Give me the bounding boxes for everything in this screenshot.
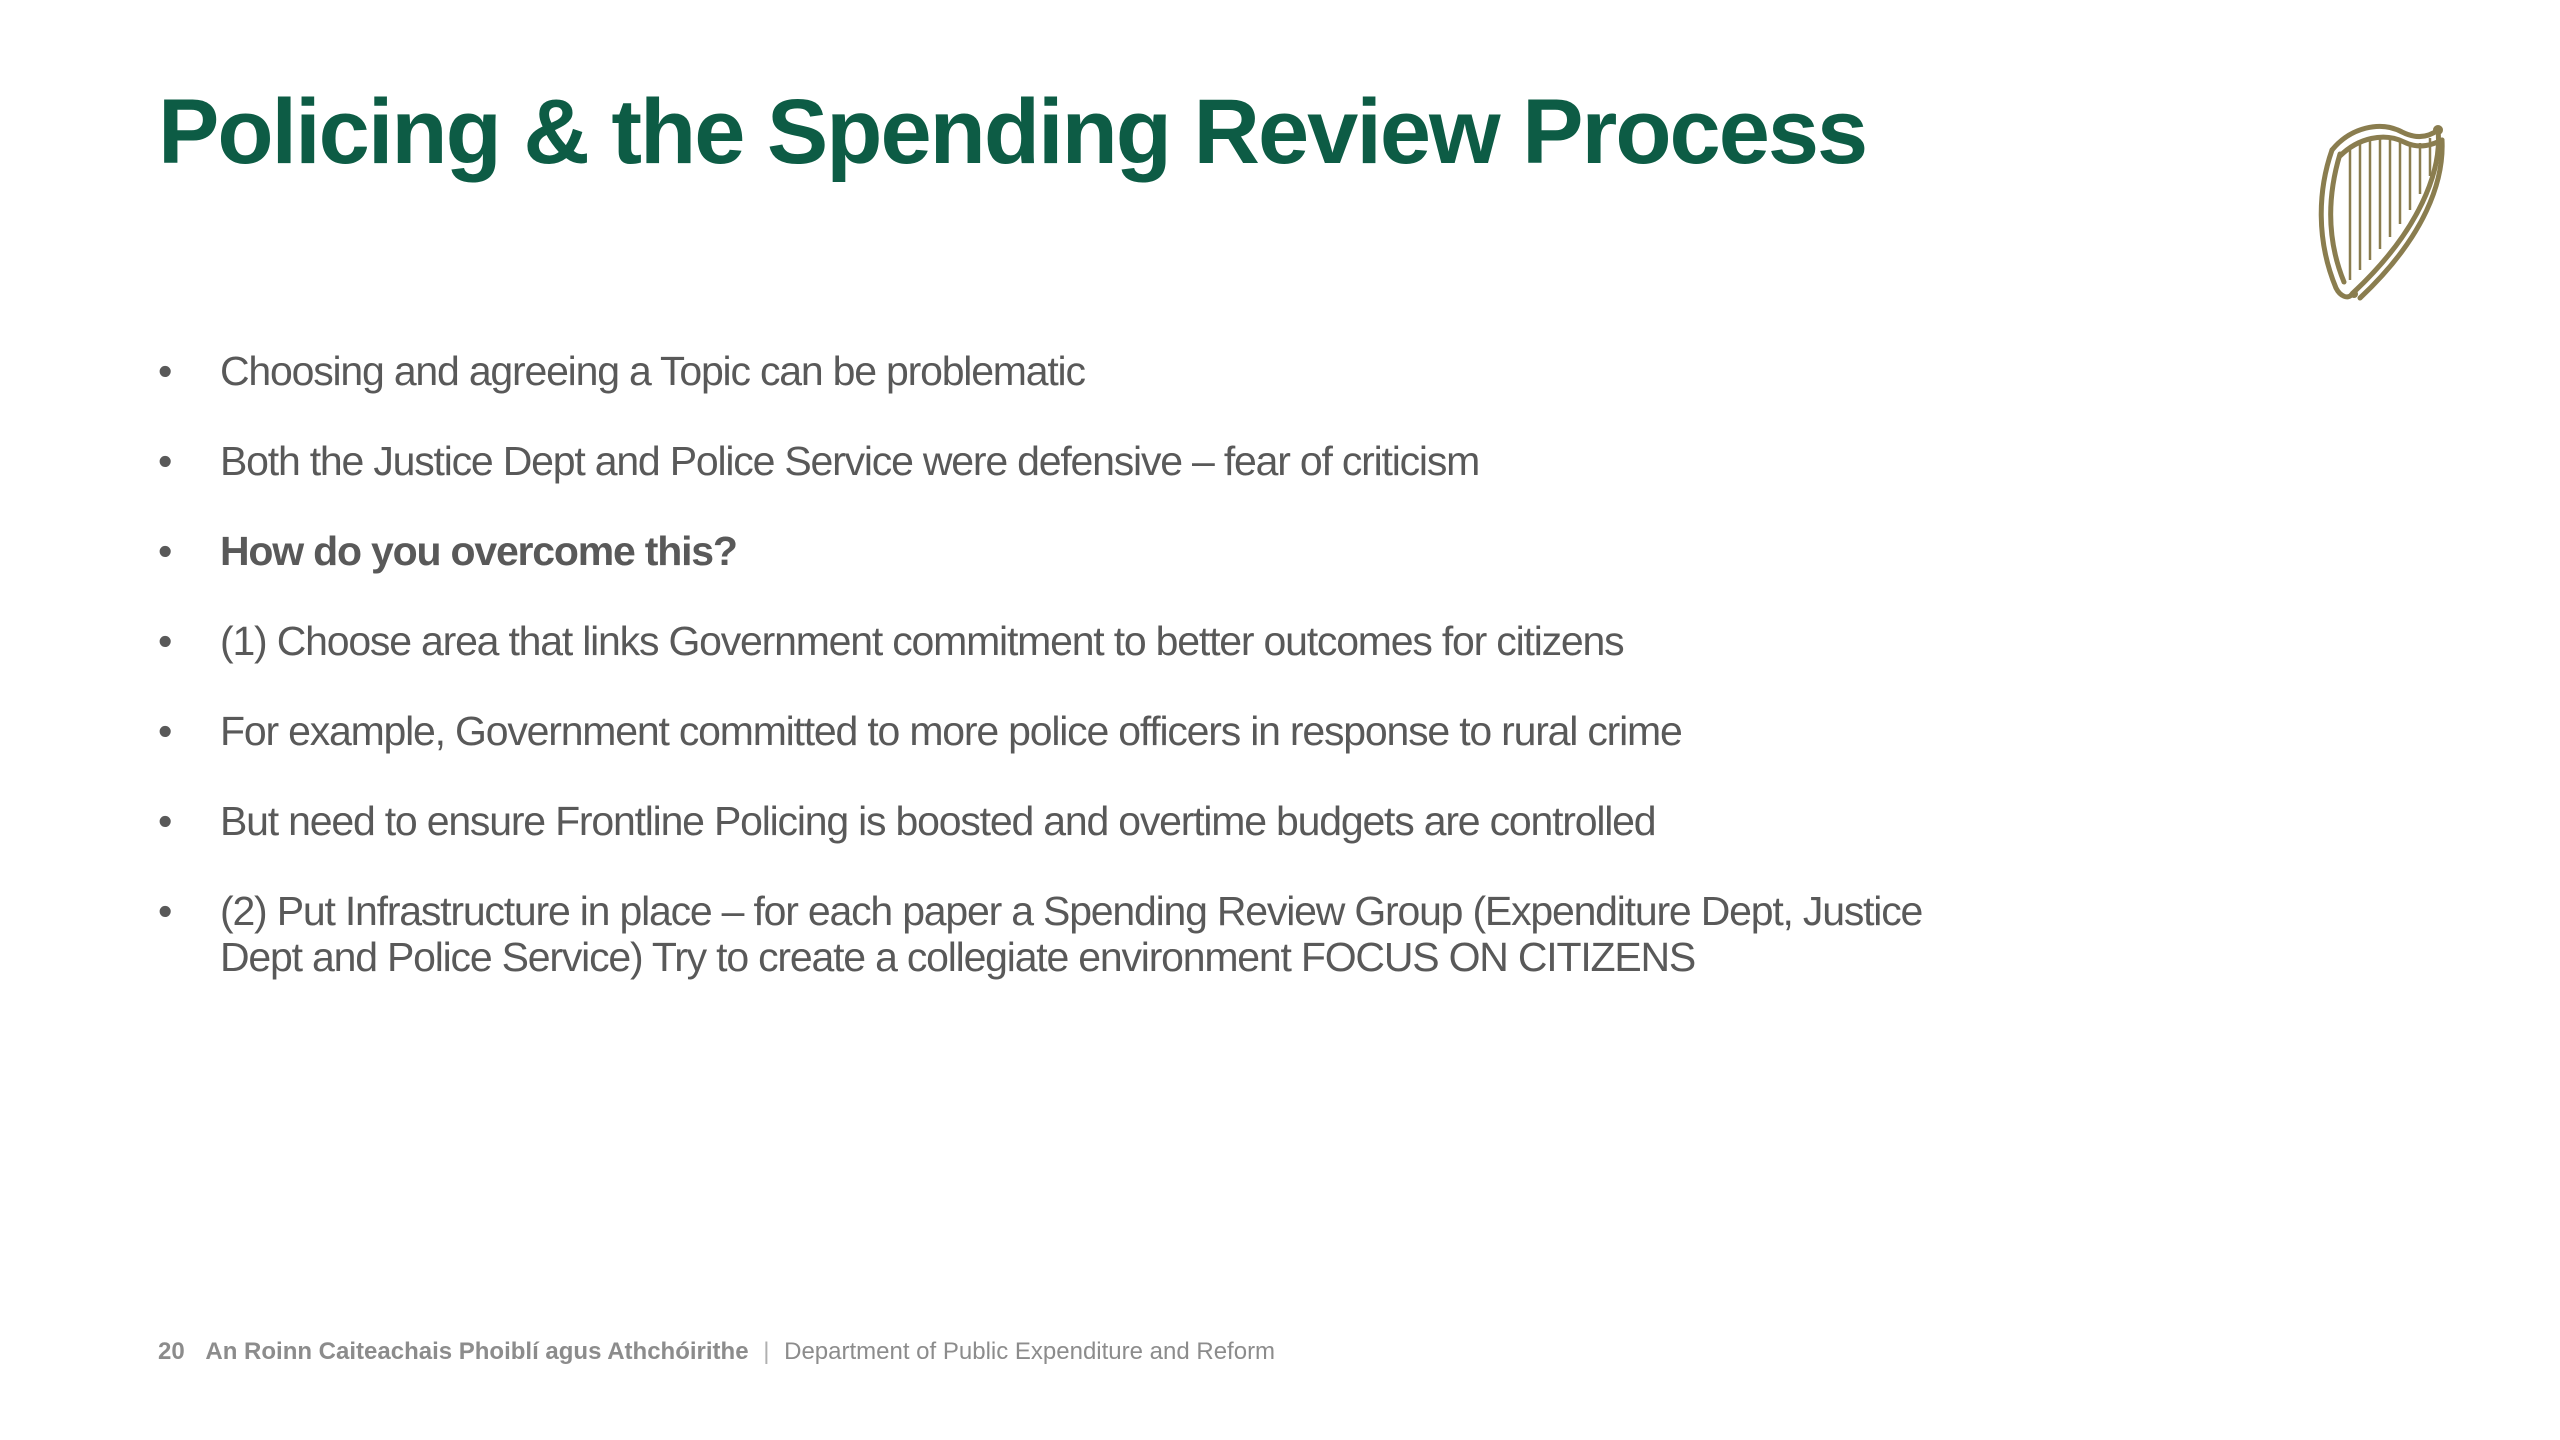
footer-separator: | bbox=[763, 1338, 770, 1365]
bullet-item bbox=[158, 708, 1958, 754]
bullet-item bbox=[158, 438, 1958, 484]
bullet-item bbox=[158, 618, 1958, 664]
bullet-text: How do you overcome this? bbox=[220, 528, 737, 574]
bullet-marker: • bbox=[158, 438, 172, 484]
slide-footer bbox=[158, 1338, 1275, 1366]
dept-name-irish: An Roinn Caiteachais Phoiblí agus Athchóirithe bbox=[205, 1338, 749, 1365]
harp-emblem-icon bbox=[2310, 110, 2450, 310]
bullet-marker: • bbox=[158, 888, 172, 934]
bullet-text: (2) Put Infrastructure in place – for each paper a Spending Review Group (Expenditure Dept, Justice Dept and Police Service) Try to create a collegiate environment FOCUS ON CITIZENS bbox=[220, 888, 1923, 980]
bullet-marker: • bbox=[158, 348, 172, 394]
slide-title: Policing & the Spending Review Process bbox=[158, 81, 1867, 183]
page-number: 20 bbox=[158, 1338, 185, 1365]
bullet-list bbox=[158, 348, 1958, 1024]
bullet-text: For example, Government committed to more police officers in response to rural crime bbox=[220, 708, 1682, 754]
bullet-item bbox=[158, 528, 1958, 574]
bullet-item bbox=[158, 798, 1958, 844]
bullet-marker: • bbox=[158, 798, 172, 844]
bullet-text: Choosing and agreeing a Topic can be problematic bbox=[220, 348, 1085, 394]
bullet-item bbox=[158, 348, 1958, 394]
bullet-text: Both the Justice Dept and Police Service were defensive – fear of criticism bbox=[220, 438, 1480, 484]
bullet-text: (1) Choose area that links Government commitment to better outcomes for citizens bbox=[220, 618, 1624, 664]
bullet-marker: • bbox=[158, 618, 172, 664]
bullet-marker: • bbox=[158, 708, 172, 754]
dept-name-english: Department of Public Expenditure and Reform bbox=[784, 1338, 1276, 1365]
bullet-text: But need to ensure Frontline Policing is boosted and overtime budgets are controlled bbox=[220, 798, 1656, 844]
bullet-item bbox=[158, 888, 1958, 980]
bullet-marker: • bbox=[158, 528, 172, 574]
